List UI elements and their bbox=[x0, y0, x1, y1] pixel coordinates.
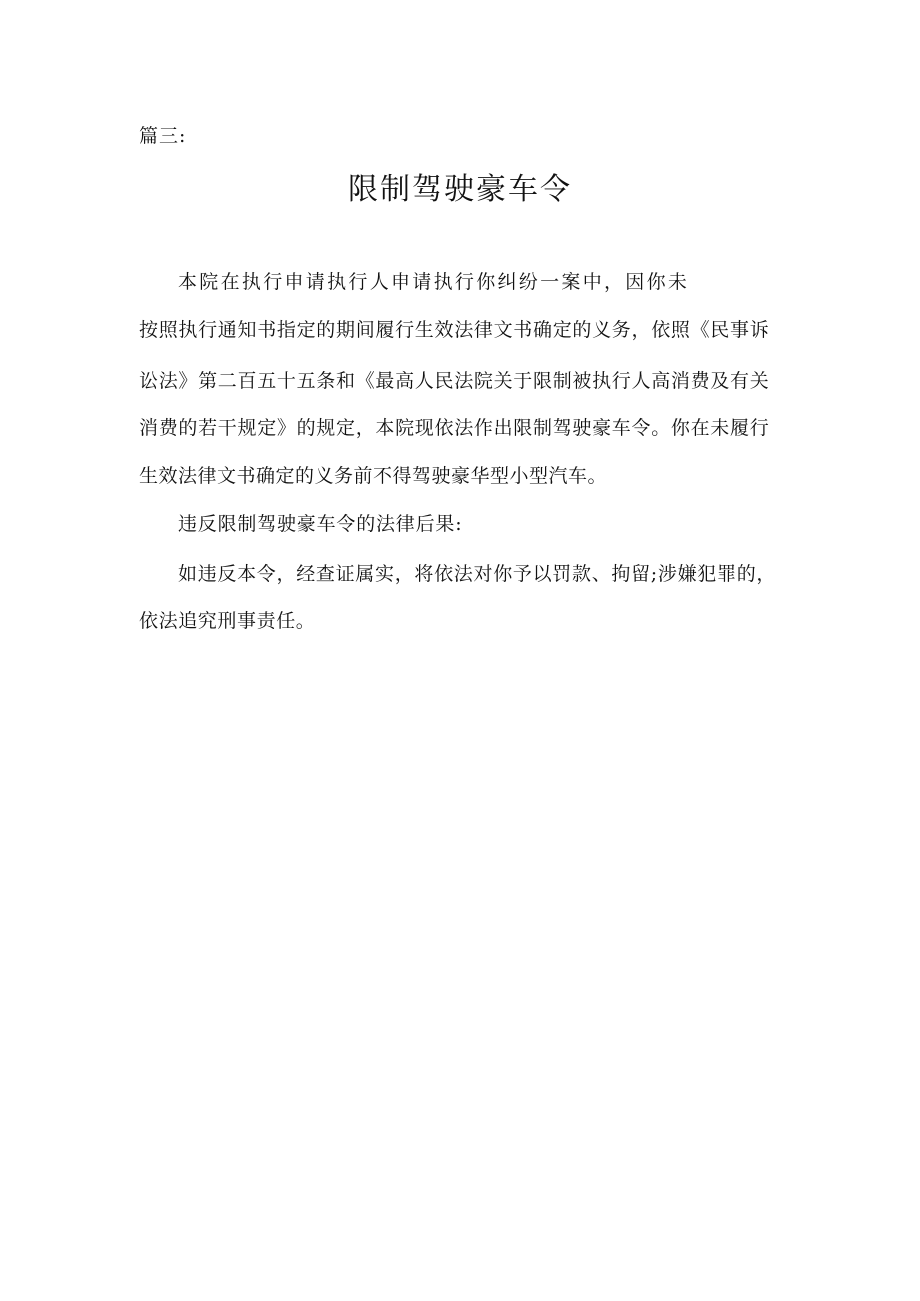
body-line-1: 本院在执行申请执行人申请执行你纠纷一案中，因你未 bbox=[178, 271, 690, 293]
body-line-2: 按照执行通知书指定的期间履行生效法律文书确定的义务，依照《民事诉 bbox=[139, 319, 770, 341]
consequences-line-1: 如违反本令，经查证属实，将依法对你予以罚款、拘留;涉嫌犯罪的， bbox=[178, 563, 777, 585]
consequences-heading: 违反限制驾驶豪车令的法律后果: bbox=[178, 513, 463, 535]
consequences-line-2: 依法追究刑事责任。 bbox=[139, 610, 316, 632]
section-label: 篇三: bbox=[139, 125, 187, 147]
body-line-5: 生效法律文书确定的义务前不得驾驶豪华型小型汽车。 bbox=[139, 465, 608, 487]
document-title: 限制驾驶豪车令 bbox=[348, 172, 572, 207]
body-line-4: 消费的若干规定》的规定，本院现依法作出限制驾驶豪车令。你在未履行 bbox=[139, 417, 770, 439]
body-line-3: 讼法》第二百五十五条和《最高人民法院关于限制被执行人高消费及有关 bbox=[139, 370, 770, 392]
